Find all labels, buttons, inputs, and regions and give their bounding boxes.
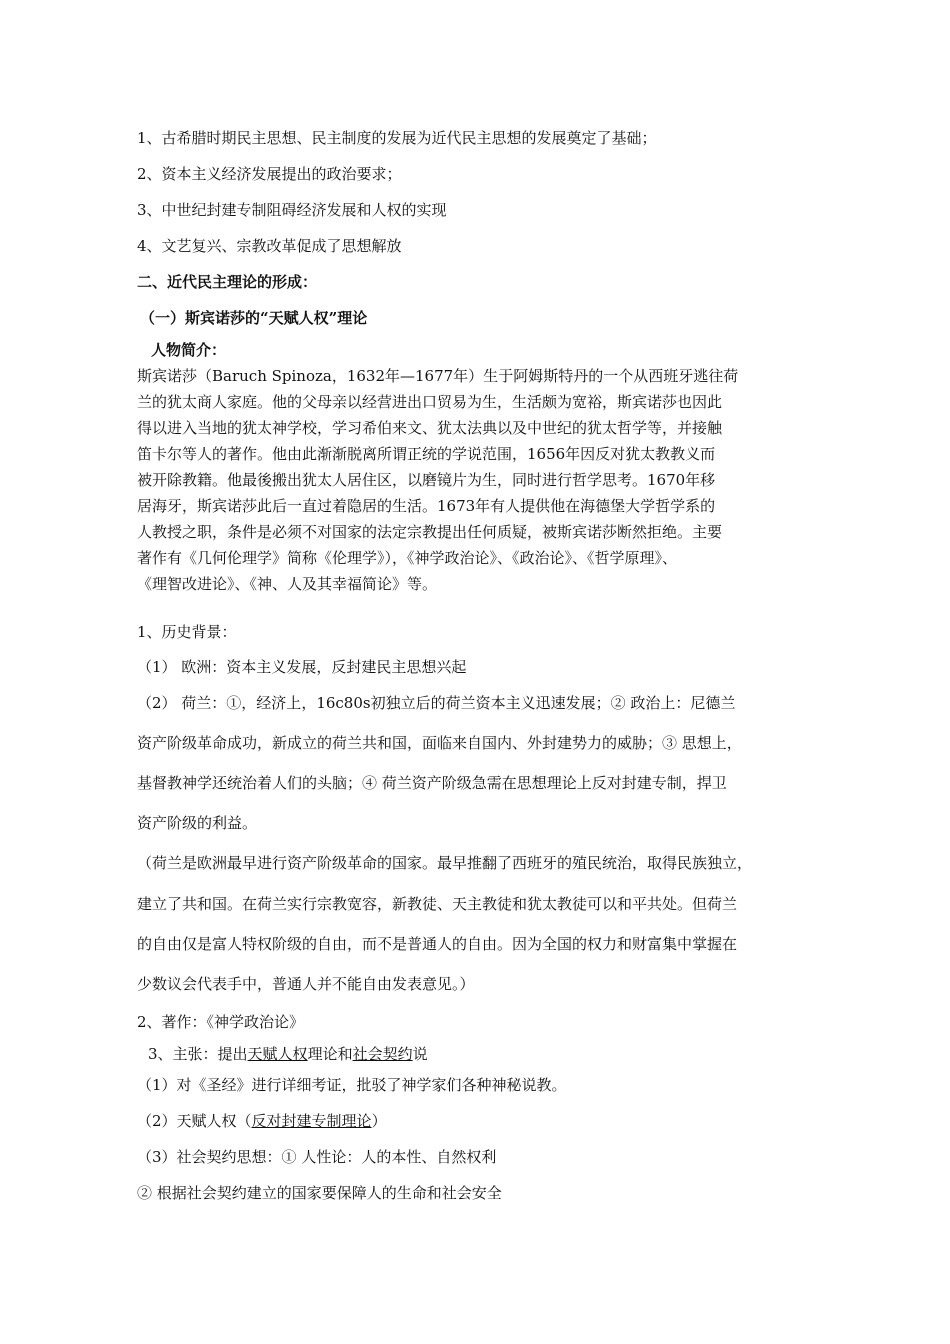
note-line: 少数议会代表手中，普通人并不能自由发表意见。） xyxy=(137,975,475,993)
note-line: 的自由仅是富人特权阶级的自由，而不是普通人的自由。因为全国的权力和财富集中掌握在 xyxy=(137,935,738,953)
background-line: （2） 荷兰：①，经济上，16c80s初独立后的荷兰资本主义迅速发展；② 政治上：尼德兰 xyxy=(137,694,736,712)
bio-line: 人教授之职，条件是必须不对国家的法定宗教提出任何质疑，被斯宾诺莎断然拒绝。主要 xyxy=(137,523,723,541)
bio-line: 兰的犹太商人家庭。他的父母亲以经营进出口贸易为生，生活颇为宽裕，斯宾诺莎也因此 xyxy=(137,393,723,411)
bio-line: 居海牙，斯宾诺莎此后一直过着隐居的生活。1673年有人提供他在海德堡大学哲学系的 xyxy=(137,497,716,515)
claim-item-1: （1）对《圣经》进行详细考证，批驳了神学家们各种神秘说教。 xyxy=(137,1076,567,1094)
section-title: 二、近代民主理论的形成： xyxy=(137,273,318,291)
background-line: 资产阶级的利益。 xyxy=(137,814,258,832)
origin-item-3: 3、中世纪封建专制阻碍经济发展和人权的实现 xyxy=(137,201,447,219)
bio-line: 《理智改进论》、《神、人及其幸福简论》等。 xyxy=(137,575,438,593)
background-line: （1） 欧洲：资本主义发展，反封建民主思想兴起 xyxy=(137,658,467,676)
claims-mid: 理论和 xyxy=(307,1045,353,1063)
term-social-contract: 社会契约 xyxy=(352,1045,413,1063)
anti-feudal-theory: 反对封建专制理论 xyxy=(251,1112,372,1130)
bio-heading: 人物简介： xyxy=(151,341,227,359)
term-natural-rights: 天赋人权 xyxy=(247,1045,308,1063)
claims-prefix: 3、主张：提出 xyxy=(148,1045,248,1063)
origin-item-4: 4、文艺复兴、宗教改革促成了思想解放 xyxy=(137,237,402,255)
bio-line: 斯宾诺莎（Baruch Spinoza，1632年—1677年）生于阿姆斯特丹的一个从西班牙逃往荷 xyxy=(137,367,739,385)
claims-line xyxy=(148,1044,428,1064)
claim-item-3: （3）社会契约思想：① 人性论：人的本性、自然权利 xyxy=(137,1148,497,1166)
bio-line: 著作有《几何伦理学》简称《伦理学》），《神学政治论》、《政治论》、《哲学原理》、 xyxy=(137,549,678,567)
claim-item-2-prefix: （2）天赋人权（ xyxy=(137,1112,252,1130)
claim-item-2-suffix: ） xyxy=(371,1112,387,1130)
works-line: 2、著作：《神学政治论》 xyxy=(137,1013,305,1031)
origin-item-2: 2、资本主义经济发展提出的政治要求； xyxy=(137,165,402,183)
note-line: 建立了共和国。在荷兰实行宗教宽容，新教徒、天主教徒和犹太教徒可以和平共处。但荷兰 xyxy=(137,895,738,913)
claim-item-2 xyxy=(137,1111,387,1131)
background-line: 资产阶级革命成功，新成立的荷兰共和国，面临来自国内、外封建势力的威胁；③ 思想上， xyxy=(137,734,742,752)
bio-line: 笛卡尔等人的著作。他由此渐渐脱离所谓正统的学说范围，1656年因反对犹太教教义而 xyxy=(137,445,716,463)
subsection-title: （一）斯宾诺莎的“天赋人权”理论 xyxy=(140,309,368,327)
bio-line: 得以进入当地的犹太神学校，学习希伯来文、犹太法典以及中世纪的犹太哲学等，并接触 xyxy=(137,419,723,437)
note-line: （荷兰是欧洲最早进行资产阶级革命的国家。最早推翻了西班牙的殖民统治，取得民族独立， xyxy=(137,854,753,872)
background-heading: 1、历史背景： xyxy=(137,623,237,641)
claims-suffix: 说 xyxy=(412,1045,428,1063)
background-line: 基督教神学还统治着人们的头脑；④ 荷兰资产阶级急需在思想理论上反对封建专制，捍卫 xyxy=(137,774,727,792)
bio-line: 被开除教籍。他最後搬出犹太人居住区，以磨镜片为生，同时进行哲学思考。1670年移 xyxy=(137,471,716,489)
origin-item-1: 1、古希腊时期民主思想、民主制度的发展为近代民主思想的发展奠定了基础； xyxy=(137,129,657,147)
claim-item-4: ② 根据社会契约建立的国家要保障人的生命和社会安全 xyxy=(137,1184,502,1202)
